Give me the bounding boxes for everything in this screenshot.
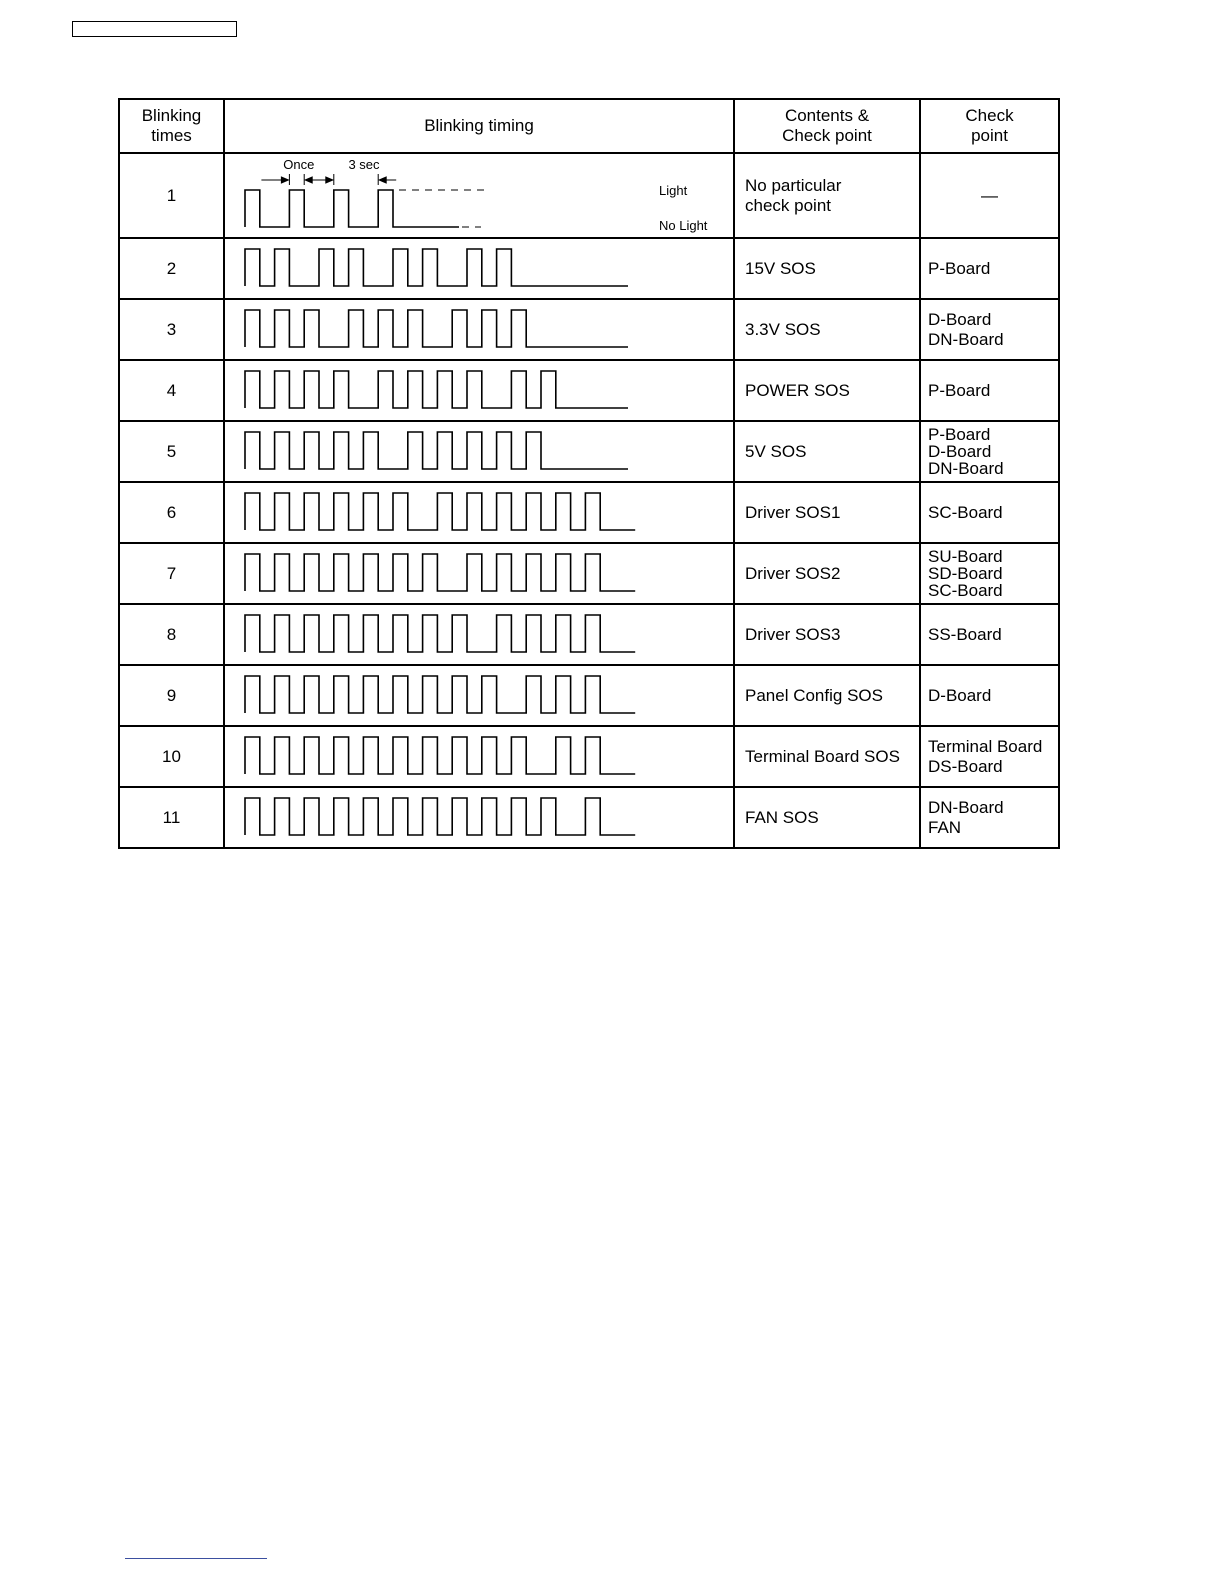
- waveform-line: [245, 493, 635, 530]
- blink-waveform: [225, 422, 733, 481]
- waveform-line: [245, 432, 628, 469]
- blink-waveform: [225, 544, 733, 603]
- table-row: [119, 421, 1059, 482]
- contents-cell: Driver SOS1: [734, 482, 920, 543]
- waveform-line: [245, 249, 628, 286]
- blink-waveform: [225, 361, 733, 420]
- check-point-cell: P-Board: [920, 360, 1059, 421]
- waveform-line: [245, 676, 635, 713]
- waveform-cell: [224, 543, 734, 604]
- timing-annotations: [261, 174, 485, 227]
- period-label: 3 sec: [348, 157, 380, 172]
- header-row: [119, 99, 1059, 153]
- table-row: [119, 153, 1059, 238]
- contents-cell: 5V SOS: [734, 421, 920, 482]
- waveform-line: [245, 554, 635, 591]
- table-row: [119, 360, 1059, 421]
- blink-count: 11: [119, 787, 224, 848]
- blink-waveform: [225, 788, 733, 847]
- waveform-line: [245, 798, 635, 835]
- waveform-cell: [224, 665, 734, 726]
- blink-count: 8: [119, 604, 224, 665]
- blink-waveform: [225, 300, 733, 359]
- table-row: [119, 604, 1059, 665]
- waveform-line: [245, 737, 635, 774]
- waveform-cell: [224, 299, 734, 360]
- header-blinking-timing: Blinking timing: [224, 99, 734, 153]
- blink-count: 5: [119, 421, 224, 482]
- waveform-cell: [224, 238, 734, 299]
- waveform-cell: [224, 482, 734, 543]
- waveform-line: [245, 615, 635, 652]
- blink-waveform: [225, 154, 733, 237]
- check-point-cell: P-Board D-Board DN-Board: [920, 421, 1059, 482]
- check-point-cell: —: [920, 153, 1059, 238]
- table-row: [119, 787, 1059, 848]
- contents-cell: Panel Config SOS: [734, 665, 920, 726]
- blink-count: 9: [119, 665, 224, 726]
- footer-rule: [125, 1558, 267, 1559]
- contents-cell: Terminal Board SOS: [734, 726, 920, 787]
- header-check-point: Check point: [920, 99, 1059, 153]
- table-row: [119, 299, 1059, 360]
- once-label: Once: [283, 157, 315, 172]
- no-light-label: No Light: [659, 218, 708, 233]
- check-point-cell: SS-Board: [920, 604, 1059, 665]
- waveform-cell: [224, 153, 734, 238]
- blink-count: 6: [119, 482, 224, 543]
- blink-waveform: [225, 666, 733, 725]
- blink-waveform: [225, 727, 733, 786]
- header-blinking-times: Blinking times: [119, 99, 224, 153]
- waveform-cell: [224, 604, 734, 665]
- sos-blinking-table: [118, 98, 1060, 849]
- contents-cell: No particular check point: [734, 153, 920, 238]
- header-box: [72, 21, 237, 37]
- waveform-line: [245, 371, 628, 408]
- blink-count: 1: [119, 153, 224, 238]
- table-row: [119, 543, 1059, 604]
- blink-count: 4: [119, 360, 224, 421]
- check-point-cell: SC-Board: [920, 482, 1059, 543]
- blink-waveform: [225, 239, 733, 298]
- contents-cell: Driver SOS3: [734, 604, 920, 665]
- waveform-line: [245, 190, 459, 227]
- check-point-cell: Terminal Board DS-Board: [920, 726, 1059, 787]
- blink-waveform: [225, 605, 733, 664]
- check-point-cell: D-Board: [920, 665, 1059, 726]
- blink-count: 10: [119, 726, 224, 787]
- check-point-cell: DN-Board FAN: [920, 787, 1059, 848]
- waveform-cell: [224, 726, 734, 787]
- waveform-cell: [224, 421, 734, 482]
- blink-count: 3: [119, 299, 224, 360]
- table-row: [119, 482, 1059, 543]
- check-point-cell: P-Board: [920, 238, 1059, 299]
- header-contents-check-point: Contents & Check point: [734, 99, 920, 153]
- waveform-cell: [224, 787, 734, 848]
- blink-count: 2: [119, 238, 224, 299]
- table-row: [119, 726, 1059, 787]
- blink-waveform: [225, 483, 733, 542]
- check-point-cell: SU-Board SD-Board SC-Board: [920, 543, 1059, 604]
- light-label: Light: [659, 183, 688, 198]
- waveform-line: [245, 310, 628, 347]
- contents-cell: Driver SOS2: [734, 543, 920, 604]
- table-row: [119, 665, 1059, 726]
- table-row: [119, 238, 1059, 299]
- contents-cell: FAN SOS: [734, 787, 920, 848]
- check-point-cell: D-Board DN-Board: [920, 299, 1059, 360]
- waveform-cell: [224, 360, 734, 421]
- contents-cell: 15V SOS: [734, 238, 920, 299]
- contents-cell: 3.3V SOS: [734, 299, 920, 360]
- blink-count: 7: [119, 543, 224, 604]
- contents-cell: POWER SOS: [734, 360, 920, 421]
